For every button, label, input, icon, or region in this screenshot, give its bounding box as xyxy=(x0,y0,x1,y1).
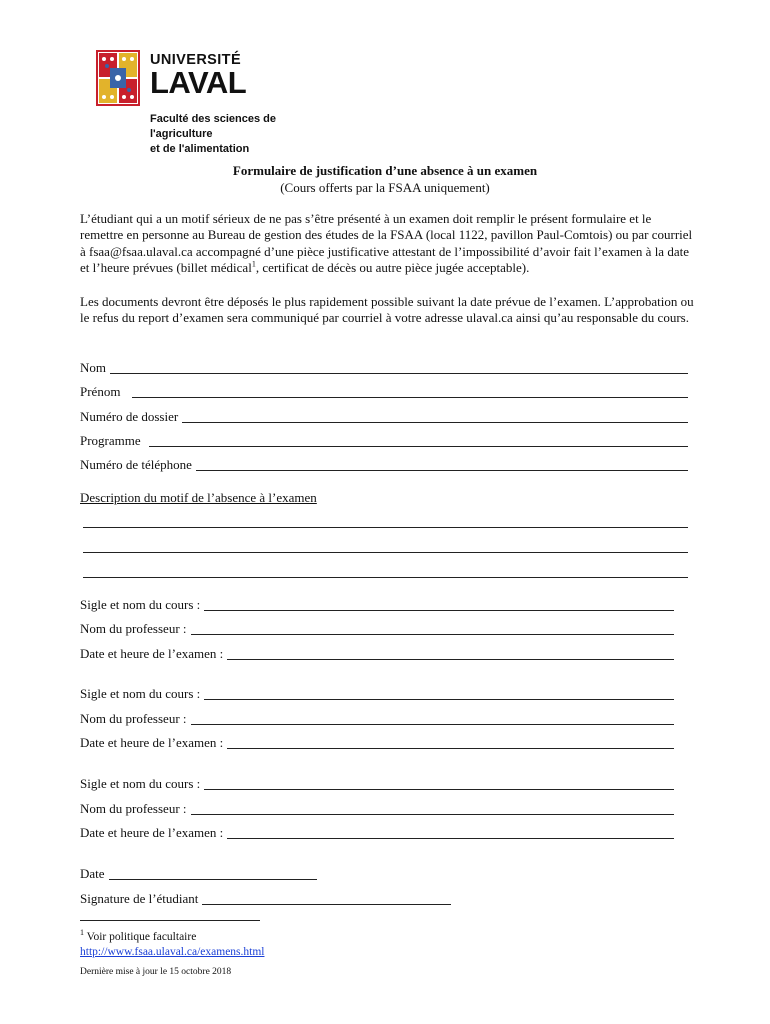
form-subtitle: (Cours offerts par la FSAA uniquement) xyxy=(280,180,490,195)
nom-field[interactable] xyxy=(80,360,688,378)
course1-sigle-field[interactable] xyxy=(80,597,674,615)
date-label: Date xyxy=(80,866,105,881)
telephone-label: Numéro de téléphone xyxy=(80,457,192,472)
form-title: Formulaire de justification d’une absence à un examen xyxy=(232,163,538,178)
date-exam-label: Date et heure de l’examen : xyxy=(80,735,224,750)
sigle-label: Sigle et nom du cours : xyxy=(80,597,201,612)
course3-date-field[interactable] xyxy=(80,825,674,843)
footnote-ref: 1 xyxy=(251,259,256,269)
course1-sigle-line[interactable] xyxy=(204,597,674,611)
description-line-2[interactable] xyxy=(83,552,688,553)
footnote-marker: 1 xyxy=(80,928,84,938)
instructions-text-1: L’étudiant qui a un motif sérieux de ne pas s’être présenté à un examen doit remplir le présent formulaire et le remettre en personne au Bureau de gestion des études de la FSAA (local 1122, pavillon Paul-Comtois) ou par courriel à fsaa@fsaa.ulaval.ca accompagné d’une pièce justificative attestant de l’impossibilité d’avoir fait l’examen à la date et l’heure prévues (billet médical xyxy=(80,211,693,276)
dossier-line[interactable] xyxy=(182,409,688,423)
course3-date-line[interactable] xyxy=(227,825,674,839)
sigle-label: Sigle et nom du cours : xyxy=(80,776,201,791)
last-updated: Dernière mise à jour le 15 octobre 2018 xyxy=(80,967,232,977)
programme-line[interactable] xyxy=(149,433,688,447)
policy-link[interactable]: http://www.fsaa.ulaval.ca/examens.html xyxy=(80,946,265,958)
course1-professeur-field[interactable] xyxy=(80,621,674,639)
course3-professeur-field[interactable] xyxy=(80,801,674,819)
description-line-1[interactable] xyxy=(83,527,688,528)
course2-date-field[interactable] xyxy=(80,735,674,753)
footnote-text: Voir politique facultaire xyxy=(84,931,197,943)
date-exam-label: Date et heure de l’examen : xyxy=(80,825,224,840)
course2-date-line[interactable] xyxy=(227,735,674,749)
dossier-field[interactable] xyxy=(80,409,688,427)
university-name xyxy=(150,52,246,98)
date-field[interactable] xyxy=(80,866,317,884)
description-title: Description du motif de l’absence à l’examen xyxy=(80,490,317,505)
instructions-paragraph xyxy=(80,211,695,277)
sigle-label: Sigle et nom du cours : xyxy=(80,686,201,701)
course3-sigle-line[interactable] xyxy=(204,776,674,790)
programme-label: Programme xyxy=(80,433,141,448)
course1-date-field[interactable] xyxy=(80,646,674,664)
course2-sigle-line[interactable] xyxy=(204,686,674,700)
course1-professeur-line[interactable] xyxy=(191,621,674,635)
course3-professeur-line[interactable] xyxy=(191,801,674,815)
programme-field[interactable] xyxy=(80,433,688,451)
university-line1: UNIVERSITÉ xyxy=(150,52,242,68)
university-line2: LAVAL xyxy=(150,65,247,100)
signature-label: Signature de l’étudiant xyxy=(80,891,199,906)
course1-date-line[interactable] xyxy=(227,646,674,660)
professeur-label: Nom du professeur : xyxy=(80,621,187,636)
nom-label: Nom xyxy=(80,360,106,375)
dossier-label: Numéro de dossier xyxy=(80,409,179,424)
footnote-divider xyxy=(80,920,260,921)
deadline-paragraph: Les documents devront être déposés le plus rapidement possible suivant la date prévue de l’examen. L’approbation ou le refus du report d’examen sera communiqué par courriel à votre adresse ulaval.ca ainsi qu’au responsable du cours. xyxy=(80,294,694,326)
crest-icon xyxy=(96,50,140,106)
faculty-line2: et de l'alimentation xyxy=(150,143,250,155)
course3-sigle-field[interactable] xyxy=(80,776,674,794)
description-line-3[interactable] xyxy=(83,577,688,578)
date-exam-label: Date et heure de l’examen : xyxy=(80,646,224,661)
instructions-text-2: , certificat de décès ou autre pièce jugée acceptable). xyxy=(255,260,530,276)
footnote xyxy=(80,930,264,960)
course2-professeur-line[interactable] xyxy=(191,711,674,725)
telephone-line[interactable] xyxy=(196,457,688,471)
signature-field[interactable] xyxy=(80,891,451,909)
university-logo xyxy=(96,50,336,155)
signature-line[interactable] xyxy=(202,891,451,905)
course2-sigle-field[interactable] xyxy=(80,686,674,704)
telephone-field[interactable] xyxy=(80,457,688,475)
date-line[interactable] xyxy=(109,866,317,880)
nom-line[interactable] xyxy=(110,360,688,374)
course2-professeur-field[interactable] xyxy=(80,711,674,729)
faculty-line1: Faculté des sciences de l'agriculture xyxy=(150,113,276,140)
faculty-name xyxy=(150,112,336,157)
prenom-field[interactable] xyxy=(80,384,688,402)
professeur-label: Nom du professeur : xyxy=(80,711,187,726)
prenom-label: Prénom xyxy=(80,384,121,399)
prenom-line[interactable] xyxy=(132,384,688,398)
professeur-label: Nom du professeur : xyxy=(80,801,187,816)
